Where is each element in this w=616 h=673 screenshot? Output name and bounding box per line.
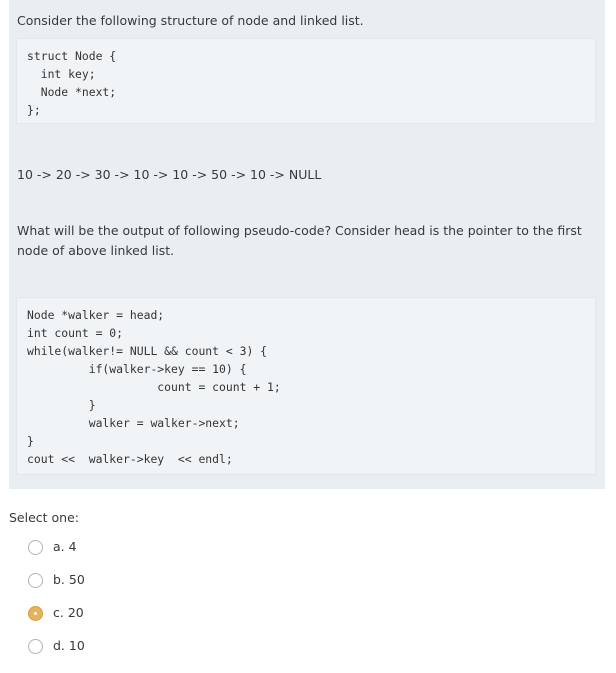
struct-code-block xyxy=(16,38,596,124)
code-line: if(walker->key == 10) { xyxy=(27,362,247,376)
code-line: }; xyxy=(27,103,41,117)
answer-option-b[interactable] xyxy=(28,571,85,589)
radio-button[interactable] xyxy=(28,639,43,654)
option-label: c. 20 xyxy=(53,605,84,620)
option-label: d. 10 xyxy=(53,638,85,653)
option-label: b. 50 xyxy=(53,572,85,587)
question-panel xyxy=(9,0,605,489)
code-line: struct Node { xyxy=(27,49,117,63)
answer-option-a[interactable] xyxy=(28,538,77,556)
radio-button[interactable] xyxy=(28,573,43,588)
radio-button-selected[interactable] xyxy=(28,606,43,621)
code-line: Node *next; xyxy=(27,85,117,99)
answer-option-c[interactable] xyxy=(28,604,84,622)
code-line: Node *walker = head; xyxy=(27,308,165,322)
code-line: } xyxy=(27,398,96,412)
pseudo-code-block xyxy=(16,297,596,475)
option-label: a. 4 xyxy=(53,539,77,554)
code-line: count = count + 1; xyxy=(27,380,281,394)
code-line: int count = 0; xyxy=(27,326,124,340)
code-line: int key; xyxy=(27,67,96,81)
code-line: while(walker!= NULL && count < 3) { xyxy=(27,344,268,358)
code-line: cout << walker->key << endl; xyxy=(27,452,233,466)
select-one-label: Select one: xyxy=(9,510,80,525)
code-line: walker = walker->next; xyxy=(27,416,240,430)
code-line: } xyxy=(27,434,34,448)
radio-button[interactable] xyxy=(28,540,43,555)
question-intro: Consider the following structure of node and linked list. xyxy=(17,13,364,28)
question-prompt: What will be the output of following pseudo-code? Consider head is the pointer to the first node of above linked list. xyxy=(17,223,582,258)
linked-list-text: 10 -> 20 -> 30 -> 10 -> 10 -> 50 -> 10 -> NULL xyxy=(17,167,322,182)
answer-option-d[interactable] xyxy=(28,637,85,655)
